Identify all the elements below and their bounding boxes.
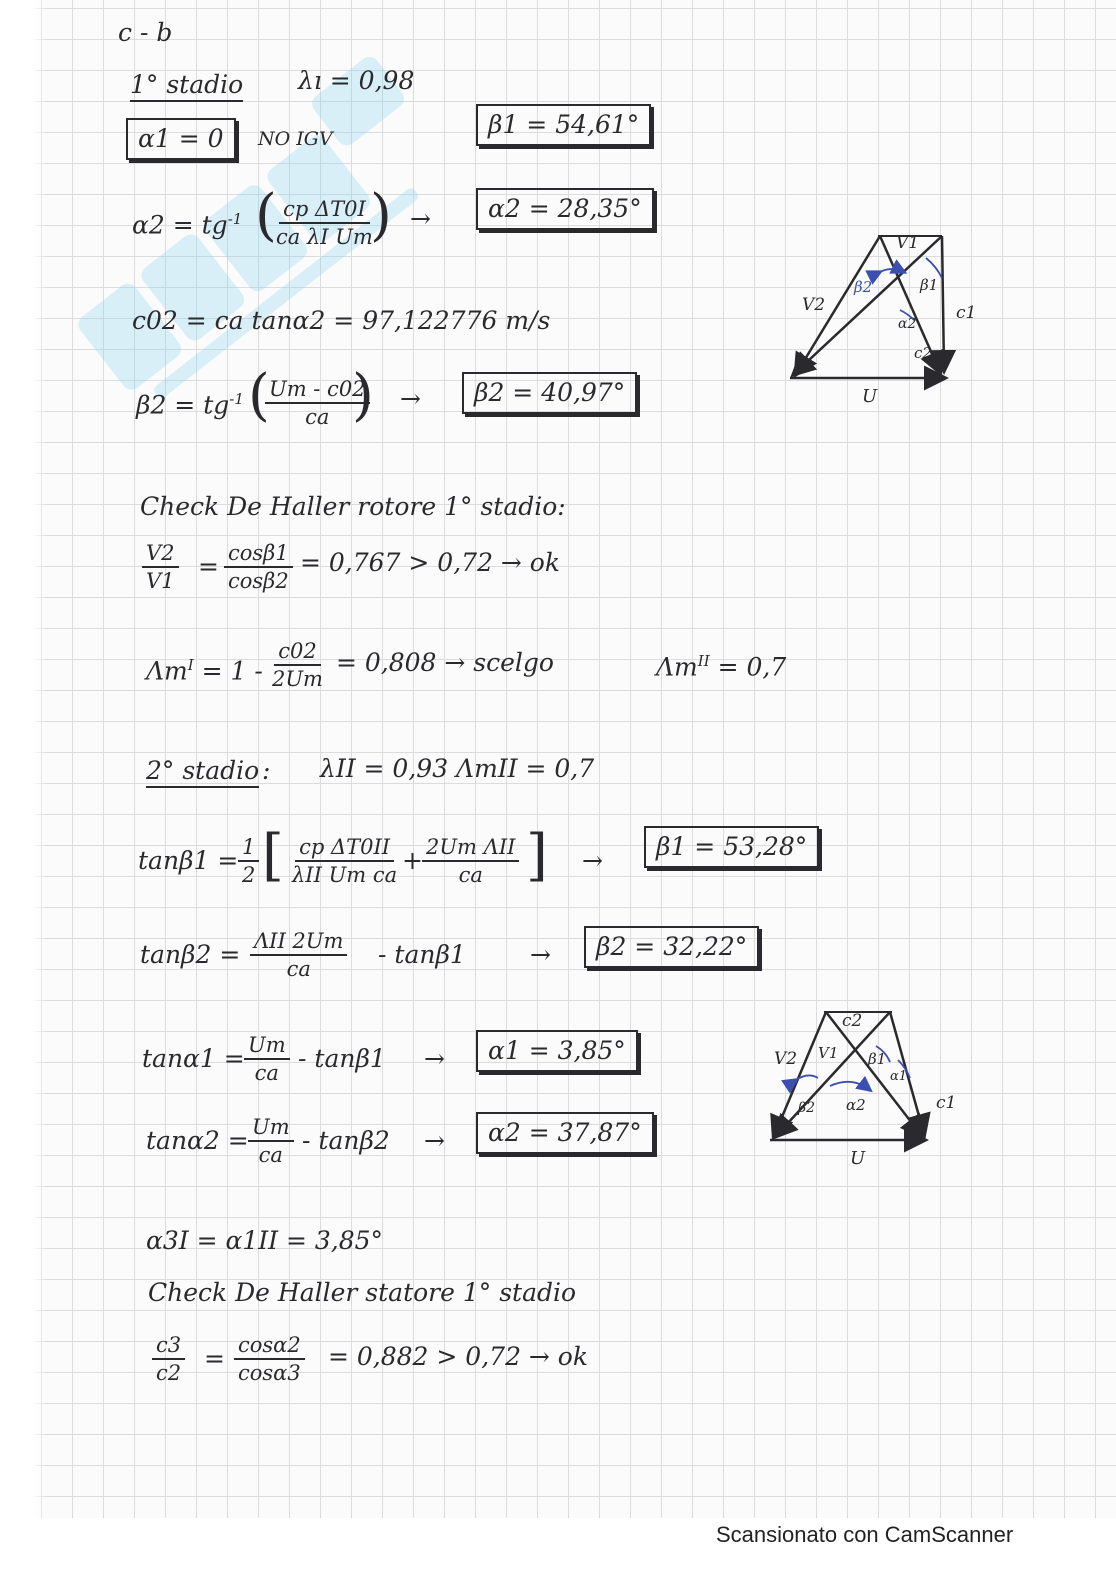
stage1-alpha2-close-paren: ) <box>370 183 392 248</box>
stage2-dh-rhs-num: cosα2 <box>234 1332 305 1360</box>
stage1-dh-lhs-num: V2 <box>142 540 179 568</box>
stage2-tana2-num: Um <box>248 1114 294 1142</box>
stage2-tana2-arrow: → <box>424 1126 445 1155</box>
stage1-dh-eq: = <box>198 552 219 581</box>
stage2-tanb1-term2 <box>422 834 519 888</box>
stage1-lambda-m-den: 2Um <box>272 667 323 691</box>
stage1-alpha2-num: cp ΔT0I <box>279 196 370 224</box>
stage1-beta1-result: β1 = 54,61° <box>476 104 651 146</box>
stage1-alpha2-sup: -1 <box>227 210 243 228</box>
d1-c2-label: c2 <box>914 344 932 362</box>
stage1-lambda-m-choice-sup: II <box>697 652 710 670</box>
stage2-tanb1-arrow: → <box>582 846 603 875</box>
stage1-lambda-m-choice <box>656 646 786 682</box>
stage2-tana2-lhs: tanα2 = <box>146 1126 249 1155</box>
stage2-tanb1-t2-num: 2Um ΛII <box>422 834 519 862</box>
beta1-arc <box>926 258 942 278</box>
stage2-tanb2-rest: - tanβ1 <box>378 940 466 969</box>
stage1-alpha2-lhs <box>132 204 242 240</box>
stage1-lambda-m-lhs <box>146 650 263 686</box>
beta2-arc <box>880 269 904 272</box>
page-edge <box>0 0 46 1579</box>
stage2-tanb2-fraction <box>250 928 347 982</box>
stage2-tanb2-num: ΛII 2Um <box>250 928 347 956</box>
velocity-triangle-stage1 <box>780 222 980 422</box>
stage1-lambda-m-result: = 0,808 → scelgo <box>336 648 554 677</box>
stage2-tana1-fraction <box>244 1032 290 1086</box>
scanner-footer: Scansionato con CamScanner <box>716 1522 1014 1547</box>
d2-v2-label: V2 <box>774 1049 798 1069</box>
d1-v2-label: V2 <box>802 295 826 315</box>
stage1-beta2-lhs-text: β2 = tg <box>136 390 230 420</box>
stage1-dh-rhs <box>224 540 293 594</box>
stage2-dh-result: = 0,882 > 0,72 → ok <box>328 1342 589 1371</box>
stage2-title: 2° stadio <box>146 756 259 788</box>
stage1-lambda-m-choice-symbol: Λm <box>656 652 698 682</box>
stage2-tanb2-lhs: tanβ2 = <box>140 940 241 969</box>
stage2-colon: : <box>262 756 271 785</box>
d1-c1-label: c1 <box>956 303 977 323</box>
stage1-alpha1-note: NO IGV <box>258 128 333 150</box>
stage2-check-stator-title: Check De Haller statore 1° stadio <box>148 1278 577 1307</box>
d2-u-label: U <box>850 1148 866 1169</box>
stage2-tanb1-lhs: tanβ1 = <box>138 846 239 875</box>
stage2-tanb1-t1-num: cp ΔT0II <box>295 834 394 862</box>
stage2-tana1-arrow: → <box>424 1044 445 1073</box>
stage1-c02-line: c02 = ca tanα2 = 97,122776 m/s <box>132 306 551 335</box>
c1-vector <box>942 236 944 370</box>
stage2-tanb1-half-den: 2 <box>242 863 256 887</box>
stage1-dh-result: = 0,767 > 0,72 → ok <box>300 548 561 577</box>
stage1-alpha2-arrow: → <box>410 204 431 233</box>
stage2-dh-lhs-den: c2 <box>156 1361 182 1385</box>
stage1-lambda: λı = 0,98 <box>298 66 415 95</box>
stage1-beta2-sup: -1 <box>229 390 244 408</box>
stage2-alpha2-result: α2 = 37,87° <box>476 1112 654 1154</box>
stage1-check-rotor-title: Check De Haller rotore 1° stadio: <box>140 492 566 521</box>
stage2-tana1-lhs: tanα1 = <box>142 1044 245 1073</box>
d1-v1-label: V1 <box>896 233 920 253</box>
stage1-alpha2-open-paren: ( <box>255 183 277 248</box>
stage2-tanb1-term1 <box>288 834 401 888</box>
stage1-beta2-lhs <box>136 384 244 420</box>
stage1-beta2-den: ca <box>305 405 330 429</box>
d2-alpha1-label: α1 <box>890 1069 908 1084</box>
stage1-alpha2-lhs-text: α2 = tg <box>132 210 228 240</box>
stage1-beta2-num: Um - c02 <box>265 376 370 404</box>
stage1-alpha2-fraction <box>272 196 377 250</box>
stage1-beta2-arrow: → <box>400 384 421 413</box>
stage1-alpha1-result: α1 = 0 <box>126 118 236 160</box>
d2-v1-label: V1 <box>818 1044 839 1062</box>
stage2-beta2-result: β2 = 32,22° <box>584 926 759 968</box>
stage1-dh-rhs-num: cosβ1 <box>224 540 293 568</box>
stage2-tanb1-close-bracket: ] <box>526 823 548 888</box>
stage2-alpha3-line: α3I = α1II = 3,85° <box>146 1226 384 1255</box>
d2-c1-label: c1 <box>936 1093 957 1113</box>
stage2-tana1-den: ca <box>254 1061 279 1085</box>
stage2-alpha1-result: α1 = 3,85° <box>476 1030 638 1072</box>
d2-c2-label: c2 <box>842 1011 863 1031</box>
stage2-beta1-result: β1 = 53,28° <box>644 826 819 868</box>
stage2-tanb1-open-bracket: [ <box>262 823 284 888</box>
section-label: c - b <box>118 18 173 47</box>
stage2-dh-lhs <box>152 1332 185 1386</box>
stage1-lambda-m-choice-val: = 0,7 <box>717 652 787 682</box>
stage2-dh-rhs <box>234 1332 305 1386</box>
stage2-dh-eq: = <box>204 1344 225 1373</box>
stage2-params: λII = 0,93 ΛmII = 0,7 <box>320 754 595 783</box>
d2-alpha2-label: α2 <box>846 1096 866 1114</box>
stage1-dh-lhs <box>142 540 179 594</box>
stage2-tanb1-plus: + <box>402 846 423 875</box>
stage2-tana2-den: ca <box>258 1143 283 1167</box>
stage1-title: 1° stadio <box>130 70 243 102</box>
stage2-tanb2-den: ca <box>286 957 311 981</box>
d1-beta2-label: β2 <box>854 278 873 296</box>
stage2-tana1-num: Um <box>244 1032 290 1060</box>
stage1-beta2-result: β2 = 40,97° <box>462 372 637 414</box>
v1-vector <box>774 1012 826 1136</box>
stage1-alpha2-den: ca λI Um <box>276 225 373 249</box>
stage2-tana2-rest: - tanβ2 <box>302 1126 390 1155</box>
d1-u-label: U <box>862 386 878 407</box>
stage1-lambda-m-fraction <box>268 638 327 692</box>
stage1-lambda-m-symbol: Λm <box>146 656 188 686</box>
stage2-dh-lhs-num: c3 <box>152 1332 185 1360</box>
stage1-beta2-close-paren: ) <box>352 363 374 428</box>
stage2-tana1-rest: - tanβ1 <box>298 1044 386 1073</box>
stage2-tanb2-arrow: → <box>530 940 551 969</box>
stage2-tanb1-half-num: 1 <box>238 834 259 862</box>
stage1-beta2-open-paren: ( <box>248 363 270 428</box>
alpha2-arc <box>830 1082 870 1090</box>
stage1-lambda-m-num: c02 <box>274 638 320 666</box>
stage2-tana2-fraction <box>248 1114 294 1168</box>
stage1-lambda-m-mid: = 1 - <box>201 656 263 686</box>
stage2-tanb1-t2-den: ca <box>458 863 483 887</box>
stage1-dh-lhs-den: V1 <box>146 569 175 593</box>
velocity-triangle-stage2 <box>760 1000 970 1180</box>
d2-beta2-label: β2 <box>798 1100 816 1116</box>
stage2-dh-rhs-den: cosα3 <box>238 1361 301 1385</box>
stage1-alpha2-result: α2 = 28,35° <box>476 188 654 230</box>
stage1-lambda-m-sup: I <box>187 656 194 674</box>
stage2-tanb1-t1-den: λII Um ca <box>292 863 398 887</box>
d1-beta1-label: β1 <box>920 276 939 294</box>
d2-beta1-label: β1 <box>868 1050 887 1068</box>
stage1-dh-rhs-den: cosβ2 <box>228 569 289 593</box>
stage2-tanb1-half <box>238 834 259 888</box>
d1-alpha2-label: α2 <box>898 316 917 332</box>
